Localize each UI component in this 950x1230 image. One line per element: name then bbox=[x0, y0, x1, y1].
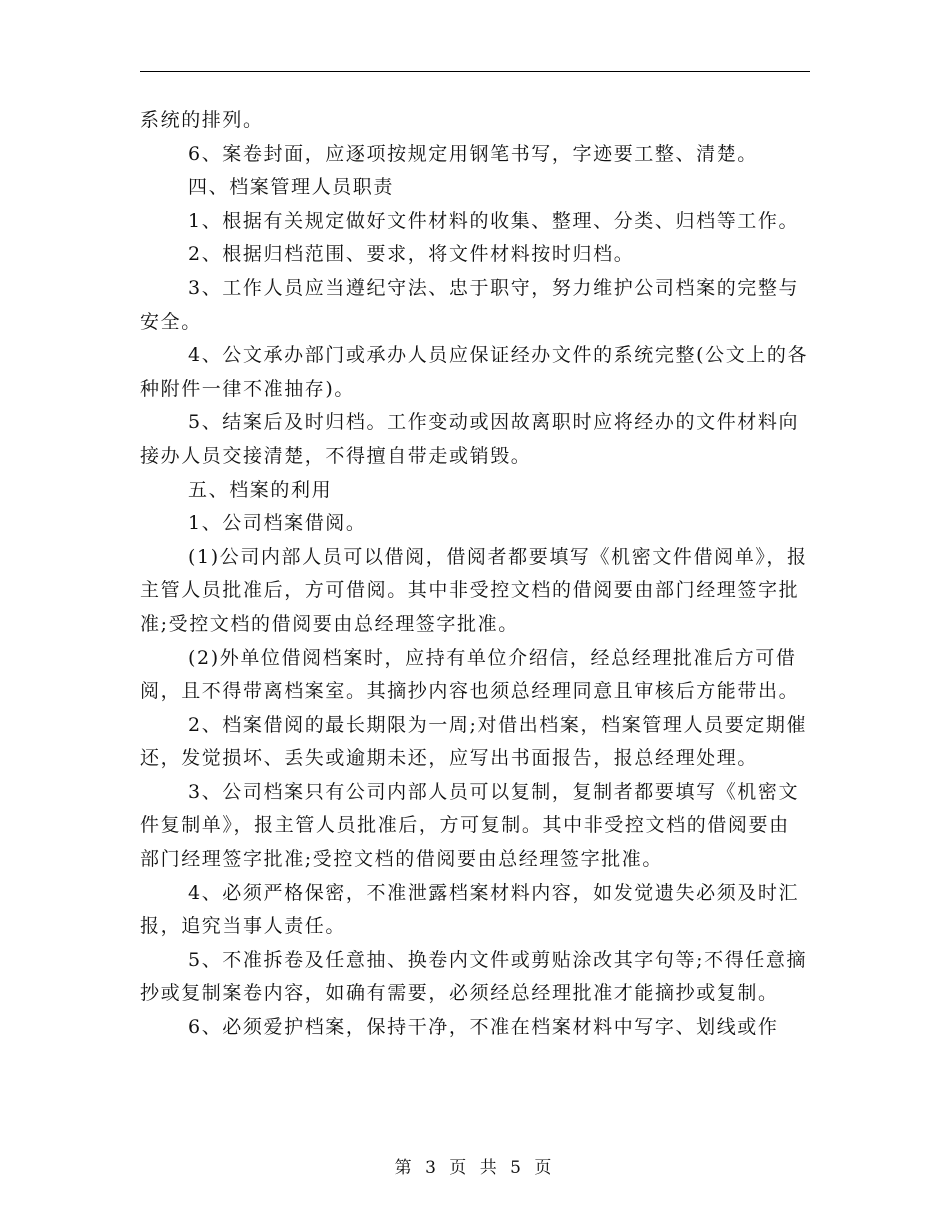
paragraph: 4、公文承办部门或承办人员应保证经办文件的系统完整(公文上的各种附件一律不准抽存)。 bbox=[140, 344, 809, 400]
page-footer: 第 3 页 共 5 页 bbox=[394, 1158, 556, 1178]
document-body bbox=[140, 104, 810, 1045]
paragraph: 2、档案借阅的最长期限为一周;对借出档案，档案管理人员要定期催还，发觉损坏、丢失或逾期未还，应写出书面报告，报总经理处理。 bbox=[140, 713, 808, 770]
paragraph: 5、结案后及时归档。工作变动或因故离职时应将经办的文件材料向接办人员交接清楚，不得擅自带走或销毁。 bbox=[140, 411, 800, 467]
paragraph: 系统的排列。 bbox=[140, 109, 264, 131]
paragraph: 3、工作人员应当遵纪守法、忠于职守，努力维护公司档案的完整与安全。 bbox=[140, 276, 800, 333]
paragraph: (1)公司内部人员可以借阅，借阅者都要填写《机密文件借阅单》，报主管人员批准后，方可借阅。其中非受控文档的借阅要由部门经理签字批准;受控文档的借阅要由总经理签字批准。 bbox=[140, 545, 808, 635]
paragraph: 1、公司档案借阅。 bbox=[188, 512, 367, 535]
paragraph: 四、档案管理人员职责 bbox=[188, 176, 395, 199]
paragraph: 1、根据有关规定做好文件材料的收集、整理、分类、归档等工作。 bbox=[188, 209, 800, 232]
paragraph: 五、档案的利用 bbox=[188, 478, 333, 501]
paragraph: 6、必须爱护档案，保持干净，不准在档案材料中写字、划线或作 bbox=[188, 1016, 779, 1039]
header-rule bbox=[140, 71, 810, 72]
paragraph: 6、案卷封面，应逐项按规定用钢笔书写，字迹要工整、清楚。 bbox=[188, 142, 758, 165]
paragraph: (2)外单位借阅档案时，应持有单位介绍信，经总经理批准后方可借阅，且不得带离档案室。其摘抄内容也须总经理同意且审核后方能带出。 bbox=[140, 646, 800, 703]
paragraph: 5、不准拆卷及任意抽、换卷内文件或剪贴涂改其字句等;不得任意摘抄或复制案卷内容，如确有需要，必须经总经理批准才能摘抄或复制。 bbox=[140, 948, 808, 1005]
paragraph: 2、根据归档范围、要求，将文件材料按时归档。 bbox=[188, 243, 635, 266]
paragraph: 3、公司档案只有公司内部人员可以复制，复制者都要填写《机密文件复制单》，报主管人员批准后，方可复制。其中非受控文档的借阅要由部门经理签字批准;受控文档的借阅要由总经理签字批准。 bbox=[140, 780, 800, 871]
paragraph: 4、必须严格保密，不准泄露档案材料内容，如发觉遗失必须及时汇报，追究当事人责任。 bbox=[140, 881, 800, 938]
